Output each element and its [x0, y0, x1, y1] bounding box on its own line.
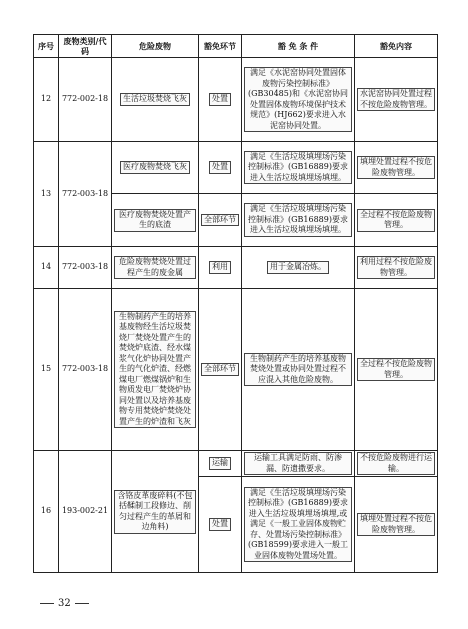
row-no: 14: [34, 247, 59, 289]
row-content: 不按危险废物进行运输。: [355, 451, 438, 477]
table-row: [34, 58, 438, 142]
table-row: [34, 289, 438, 451]
page-number: 32: [58, 598, 71, 609]
row-content: 填埋处置过程不按危险废物管理。: [355, 142, 438, 194]
exemption-table: [33, 34, 438, 573]
row-condition: 用于金属冶炼。: [242, 247, 355, 289]
row-condition: 满足《生活垃圾填埋场污染控制标准》(GB16889)要求进入生活垃圾填埋场填埋。: [242, 194, 355, 247]
row-no: 16: [34, 451, 59, 573]
table-row: [34, 451, 438, 477]
row-link: 运输: [199, 451, 242, 477]
row-link: 全部环节: [199, 289, 242, 451]
row-waste: 医疗废物焚烧飞灰: [112, 142, 199, 194]
row-waste: 生物制药产生的培养基废物经生活垃圾焚烧厂焚烧处置产生的焚烧炉底渣、经水煤浆气化炉协同处置产生的气化炉渣、经燃煤电厂燃煤锅炉和生物质发电厂焚烧炉协同处置以及培养基废物专用焚烧炉焚烧处置产生的炉渣和飞灰: [112, 289, 199, 451]
row-waste: 医疗废物焚烧处置产生的底渣: [112, 194, 199, 247]
row-waste: 生活垃圾焚烧飞灰: [112, 58, 199, 142]
row-condition: 生物制药产生的培养基废物焚烧处置或协同处置过程不应混入其他危险废物。: [242, 289, 355, 451]
table-row: [34, 247, 438, 289]
header-link: 豁免环节: [199, 35, 242, 58]
row-code: 193-002-21: [59, 451, 112, 573]
row-condition: 满足《生活垃圾填埋场污染控制标准》(GB16889)要求进入生活垃圾填埋场填埋。: [242, 142, 355, 194]
row-no: 12: [34, 58, 59, 142]
row-code: 772-002-18: [59, 58, 112, 142]
row-link: 处置: [199, 142, 242, 194]
row-waste: 含铬皮革废碎料(不包括鞣制工段修边、削匀过程产生的革屑和边角料): [112, 451, 199, 573]
header-content: 豁免内容: [355, 35, 438, 58]
row-link: 处置: [199, 58, 242, 142]
row-no: 13: [34, 142, 59, 247]
header-no: 序号: [34, 35, 59, 58]
row-link: 处置: [199, 477, 242, 573]
row-condition: 满足《水泥窑协同处置固体废物污染控制标准》(GB30485)和《水泥窑协同处置固体废物环境保护技术规范》(HJ662)要求进入水泥窑协同处置。: [242, 58, 355, 142]
row-condition: 运输工具满足防雨、防渗漏、防遗撒要求。: [242, 451, 355, 477]
row-content: 全过程不按危险废物管理。: [355, 194, 438, 247]
header-condition: 豁 免 条 件: [242, 35, 355, 58]
table-header-row: [34, 35, 438, 58]
row-content: 水泥窑协同处置过程不按危险废物管理。: [355, 58, 438, 142]
header-code: 废物类别/代码: [59, 35, 112, 58]
row-content: 全过程不按危险废物管理。: [355, 289, 438, 451]
row-link: 利用: [199, 247, 242, 289]
page-footer: [40, 598, 89, 609]
row-link: 全部环节: [199, 194, 242, 247]
row-no: 15: [34, 289, 59, 451]
row-content: 填埋处置过程不按危险废物管理。: [355, 477, 438, 573]
header-waste: 危险废物: [112, 35, 199, 58]
footer-dash-left: [40, 603, 54, 604]
row-waste: 危险废物焚烧处置过程产生的废金属: [112, 247, 199, 289]
table-row: [34, 142, 438, 194]
row-content: 利用过程不按危险废物管理。: [355, 247, 438, 289]
row-code: 772-003-18: [59, 247, 112, 289]
row-code: 772-003-18: [59, 142, 112, 247]
footer-dash-right: [75, 603, 89, 604]
row-code: 772-003-18: [59, 289, 112, 451]
row-condition: 满足《生活垃圾填埋场污染控制标准》(GB16889)要求进入生活垃圾填埋场填埋,或满足《一般工业固体废物贮存、处置场污染控制标准》(GB18599)要求进入一般工业固体废物处置场处置。: [242, 477, 355, 573]
